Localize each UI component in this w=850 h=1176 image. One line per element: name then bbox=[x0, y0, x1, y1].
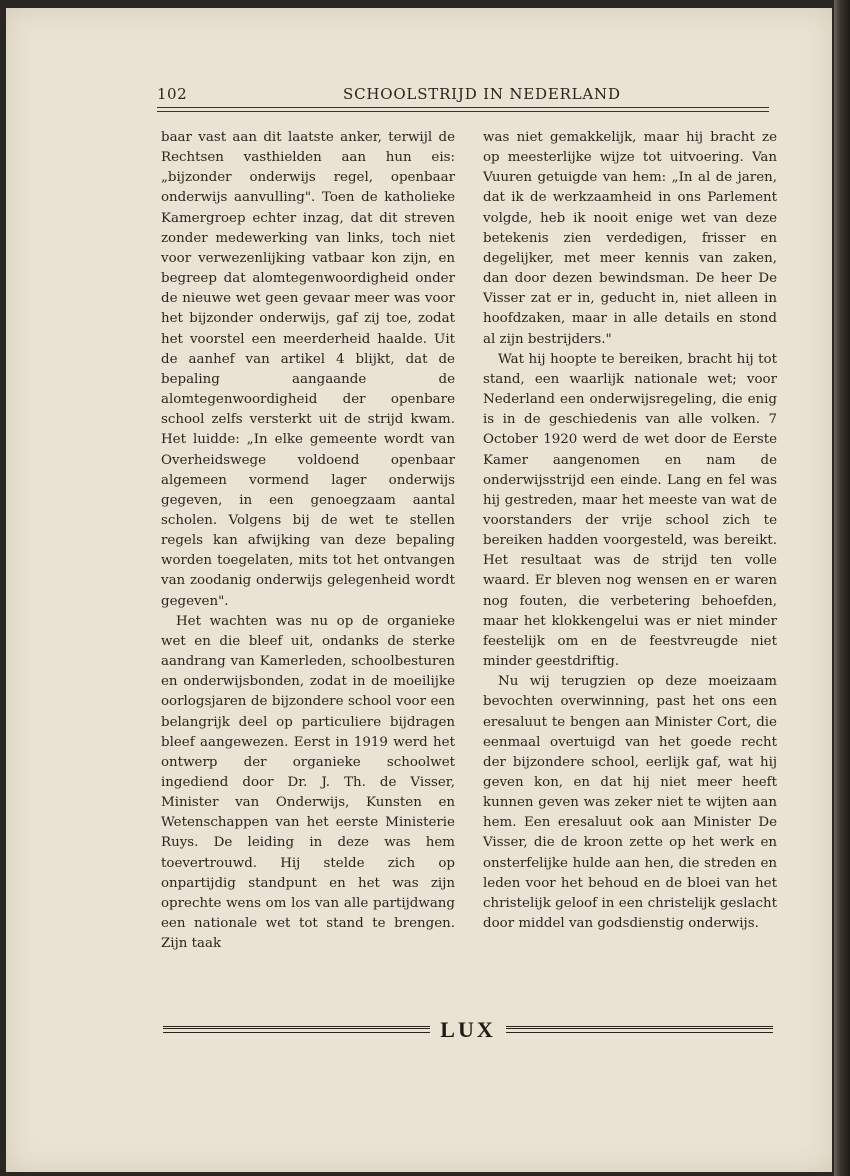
book-spine bbox=[834, 0, 850, 1176]
paragraph: Wat hij hoopte te bereiken, bracht hij tot stand, een waarlijk nationale wet; voor Nederland een onderwijsregeling, die enig is in de geschiedenis van alle volken. 7 October 1920 werd de wet door de Eerste Kamer aangenomen en nam de onderwijsstrijd een einde. Lang en fel was hij gestreden, maar het meeste van wat de voorstanders der vrije school zich te bereiken hadden voorgesteld, was bereikt. Het resultaat was de strijd ten volle waard. Er bleven nog wensen en er waren nog fouten, die verbetering behoefden, maar het klokkengelui was er niet minder feestelijk om en de feestvreugde niet minder geestdriftig. bbox=[483, 351, 777, 670]
header-rule bbox=[157, 107, 769, 112]
page-footer bbox=[163, 1017, 773, 1042]
left-column bbox=[161, 128, 455, 954]
page-number: 102 bbox=[157, 85, 188, 103]
paragraph: baar vast aan dit laatste anker, terwijl de Rechtsen vasthielden aan hun eis: „bijzonder onderwijs regel, openbaar onderwijs aanvulling". Toen de katholieke Kamergroep echter inzag, dat dit streven zonder medewerking van links, toch niet voor verwezenlijking vatbaar kon zijn, en begreep dat alomtegenwoordigheid onder de nieuwe wet geen gevaar meer was voor het bijzonder onderwijs, gaf zij toe, zodat het voorstel een meerderheid haalde. Uit de aanhef van artikel 4 blijkt, dat de bepaling aangaande de alomtegenwoordigheid der openbare school zelfs versterkt uit de strijd kwam. Het luidde: „In elke gemeente wordt van Overheidswege voldoend openbaar algemeen vormend lager onderwijs gegeven, in een genoegzaam aantal scholen. Volgens bij de wet te stellen regels kan afwijking van deze bepaling worden toegelaten, mits tot het ontvangen van zoodanig onderwijs gelegenheid wordt gegeven". bbox=[161, 130, 455, 609]
footer-rule-right bbox=[506, 1026, 773, 1033]
paragraph: Nu wij terugzien op deze moeizaam bevochten overwinning, past het ons een eresaluut te bengen aan Minister Cort, die eenmaal overtuigd van het goede recht der bijzondere school, eerlijk gaf, wat hij geven kon, en dat hij niet meer heeft kunnen geven was zeker niet te wijten aan hem. Een eresaluut ook aan Minister De Visser, die de kroon zette op het werk en onsterfelijke hulde aan hen, die streden en leden voor het behoud en de bloei van het christelijk geloof in een christelijk geslacht door middel van godsdienstig onderwijs. bbox=[483, 674, 777, 932]
paragraph: Het wachten was nu op de organieke wet en die bleef uit, ondanks de sterke aandrang van Kamerleden, schoolbesturen en onderwijsbonden, zodat in de moeilijke oorlogsjaren de bijzondere school voor een belangrijk deel op particuliere bijdragen bleef aangewezen. Eerst in 1919 werd het ontwerp der organieke schoolwet ingediend door Dr. J. Th. de Visser, Minister van Onderwijs, Kunsten en Wetenschappen van het eerste Ministerie Ruys. De leiding in deze was hem toevertrouwd. Hij stelde zich op onpartijdig standpunt en het was zijn oprechte wens om los van alle partijdwang een nationale wet tot stand te brengen. Zijn taak bbox=[161, 613, 455, 952]
footer-rule-left bbox=[163, 1026, 430, 1033]
right-column bbox=[483, 128, 777, 934]
page-header bbox=[157, 85, 769, 107]
lux-logo: LUX bbox=[440, 1017, 496, 1042]
running-title: SCHOOLSTRIJD IN NEDERLAND bbox=[343, 85, 621, 103]
paragraph: was niet gemakkelijk, maar hij bracht ze op meesterlijke wijze tot uitvoering. Van Vuuren getuigde van hem: „In al de jaren, dat ik de werkzaamheid in ons Parlement volgde, heb ik nooit enige wet van deze betekenis zien verdedigen, frisser en degelijker, met meer kennis van zaken, dan door dezen bewindsman. De heer De Visser zat er in, geducht in, niet alleen in hoofdzaken, maar in alle details en stond al zijn bestrijders." bbox=[483, 130, 777, 347]
